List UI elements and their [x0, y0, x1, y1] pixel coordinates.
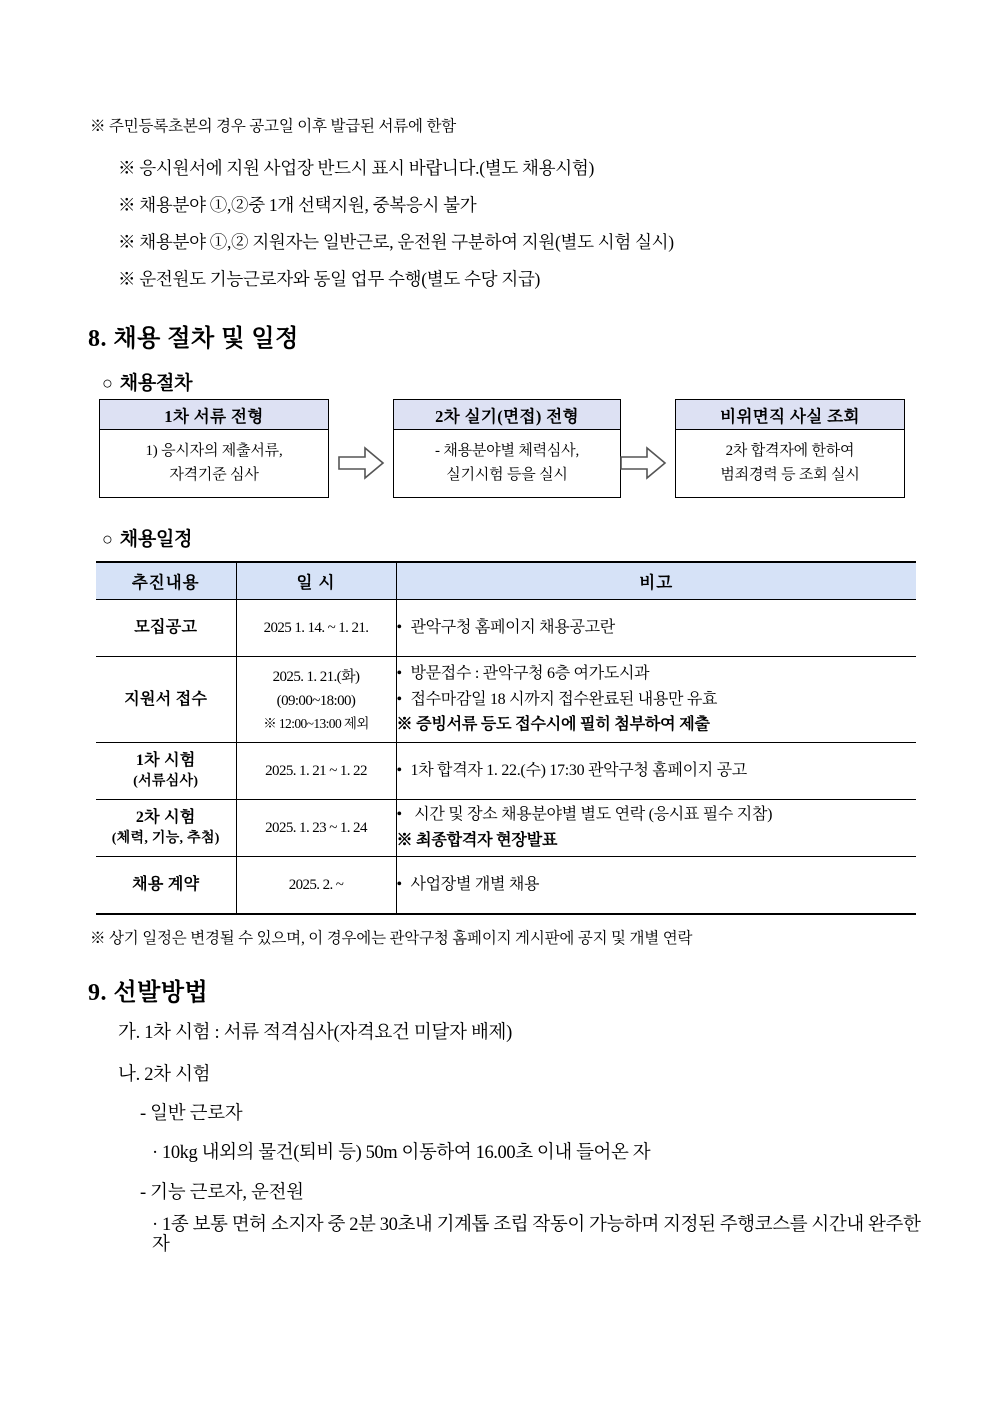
task-label: 모집공고 — [134, 619, 198, 637]
section-8-heading: 8. 채용 절차 및 일정 — [88, 326, 299, 352]
recruitment-schedule-table — [96, 561, 916, 915]
cell-task — [96, 857, 236, 914]
schedule-footnote: ※ 상기 일정은 변경될 수 있으며, 이 경우에는 관악구청 홈페이지 게시판에 공지 및 개별 연락 — [90, 930, 693, 947]
note-line — [397, 661, 917, 687]
flow-box-title: 1차 서류 전형 — [100, 400, 328, 430]
cell-note — [396, 800, 916, 857]
right-arrow-icon — [337, 445, 385, 481]
cell-date — [236, 600, 396, 657]
cell-date — [236, 800, 396, 857]
table-row — [96, 857, 916, 914]
cell-date — [236, 743, 396, 800]
table-row — [96, 657, 916, 743]
table-row — [96, 800, 916, 857]
column-header-task: 추진내용 — [96, 562, 236, 600]
cell-task — [96, 657, 236, 743]
note-text: 1차 합격자 1. 22.(수) 17:30 관악구청 홈페이지 공고 — [410, 762, 747, 780]
task-label: 채용 계약 — [132, 876, 200, 894]
task-label: 2차 시험 — [135, 809, 196, 827]
date-line: ※ 12:00~13:00 제외 — [263, 715, 369, 731]
flow-box-line: 2차 합격자에 한하여 — [725, 443, 855, 460]
note-line — [397, 802, 917, 828]
bullet-dot-icon: • — [396, 619, 402, 637]
cell-note — [396, 657, 916, 743]
section-9-item: 나. 2차 시험 — [118, 1065, 211, 1085]
flow-box-step-3 — [675, 399, 905, 498]
cell-note — [396, 743, 916, 800]
bullet-dot-icon: • — [396, 664, 402, 682]
section-9-detail: · 10kg 내외의 물건(퇴비 등) 50m 이동하여 16.00초 이내 들어온 자 — [152, 1143, 651, 1163]
flow-box-line: 1) 응시자의 제출서류, — [145, 443, 283, 460]
column-header-date: 일 시 — [236, 562, 396, 600]
top-note-item: ※ 응시원서에 지원 사업장 반드시 표시 바랍니다.(별도 채용시험) — [118, 158, 594, 178]
circle-bullet-icon: ○ — [102, 373, 113, 393]
bullet-dot-icon: • — [396, 690, 402, 708]
bullet-dot-icon: • — [396, 806, 402, 824]
note-text: 시간 및 장소 채용분야별 별도 연락 (응시표 필수 지참) — [410, 806, 773, 824]
right-arrow-icon — [619, 445, 667, 481]
flow-box-title: 비위면직 사실 조회 — [676, 400, 904, 430]
task-label: 1차 시험 — [135, 752, 196, 770]
date-line: 2025. 1. 23 ~ 1. 24 — [265, 820, 367, 836]
flow-box-line: 자격기준 심사 — [169, 466, 259, 483]
flow-box-step-1 — [99, 399, 329, 498]
flow-box-line: 실기시험 등을 실시 — [446, 466, 568, 483]
note-text: 접수마감일 18 시까지 접수완료된 내용만 유효 — [410, 690, 718, 708]
note-line-emphasis: ※ 최종합격자 현장발표 — [396, 832, 558, 849]
column-header-note: 비고 — [396, 562, 916, 600]
top-note-item: ※ 운전원도 기능근로자와 동일 업무 수행(별도 수당 지급) — [118, 269, 541, 289]
date-line: 2025. 2. ~ — [288, 876, 344, 893]
table-row — [96, 600, 916, 657]
note-line — [397, 687, 917, 713]
sub-heading-recruitment-schedule — [102, 524, 192, 551]
cell-note — [396, 857, 916, 914]
date-line: 2025 1. 14. ~ 1. 21. — [263, 620, 369, 636]
cell-task — [96, 800, 236, 857]
cell-date — [236, 657, 396, 743]
section-9-detail: · 1종 보통 면허 소지자 중 2분 30초내 기계톱 조립 작동이 가능하며 지정된 주행코스를 시간내 완주한 자 — [152, 1215, 921, 1255]
top-note-item: ※ 채용분야 ①,② 지원자는 일반근로, 운전원 구분하여 지원(별도 시험 실시) — [118, 232, 674, 252]
flow-box-line: - 채용분야별 체력심사, — [434, 443, 580, 460]
top-note-item: ※ 채용분야 ①,②중 1개 선택지원, 중복응시 불가 — [118, 195, 477, 215]
table-row — [96, 743, 916, 800]
note-line — [397, 872, 917, 898]
top-note-lead: ※ 주민등록초본의 경우 공고일 이후 발급된 서류에 한함 — [90, 118, 457, 135]
section-9-subitem: - 일반 근로자 — [140, 1104, 243, 1124]
bullet-dot-icon: • — [396, 762, 402, 780]
section-9-subitem: - 기능 근로자, 운전원 — [140, 1183, 304, 1203]
circle-bullet-icon: ○ — [102, 529, 113, 549]
sub-heading-label: 채용절차 — [119, 373, 193, 394]
flow-box-body — [394, 430, 620, 497]
note-line — [397, 758, 917, 784]
task-sublabel: (서류심사) — [133, 774, 199, 790]
cell-task — [96, 743, 236, 800]
task-sublabel: (체력, 기능, 추첨) — [111, 831, 220, 847]
date-line: (09:00~18:00) — [276, 692, 356, 709]
sub-heading-label: 채용일정 — [119, 529, 193, 550]
cell-date — [236, 857, 396, 914]
table-header-row — [96, 562, 916, 600]
recruitment-process-flowchart — [99, 399, 905, 500]
note-text: 방문접수 : 관악구청 6층 여가도시과 — [410, 664, 650, 682]
task-label: 지원서 접수 — [124, 690, 208, 708]
cell-note — [396, 600, 916, 657]
date-line: 2025. 1. 21.(화) — [272, 668, 360, 685]
flow-box-title: 2차 실기(면접) 전형 — [394, 400, 620, 430]
note-line — [397, 615, 917, 641]
flow-box-step-2 — [393, 399, 621, 498]
flow-box-body — [676, 430, 904, 497]
note-text: 관악구청 홈페이지 채용공고란 — [410, 619, 615, 637]
bullet-dot-icon: • — [396, 875, 402, 893]
flow-box-body — [100, 430, 328, 497]
note-text: 사업장별 개별 채용 — [410, 875, 540, 893]
date-line: 2025. 1. 21 ~ 1. 22 — [265, 763, 367, 779]
flow-box-line: 범죄경력 등 조회 실시 — [720, 466, 860, 483]
section-9-heading: 9. 선발방법 — [88, 980, 209, 1006]
section-9-item: 가. 1차 시험 : 서류 적격심사(자격요건 미달자 배제) — [118, 1023, 512, 1043]
sub-heading-recruitment-process — [102, 368, 192, 395]
cell-task — [96, 600, 236, 657]
note-line-emphasis: ※ 증빙서류 등도 접수시에 필히 첨부하여 제출 — [396, 716, 710, 734]
